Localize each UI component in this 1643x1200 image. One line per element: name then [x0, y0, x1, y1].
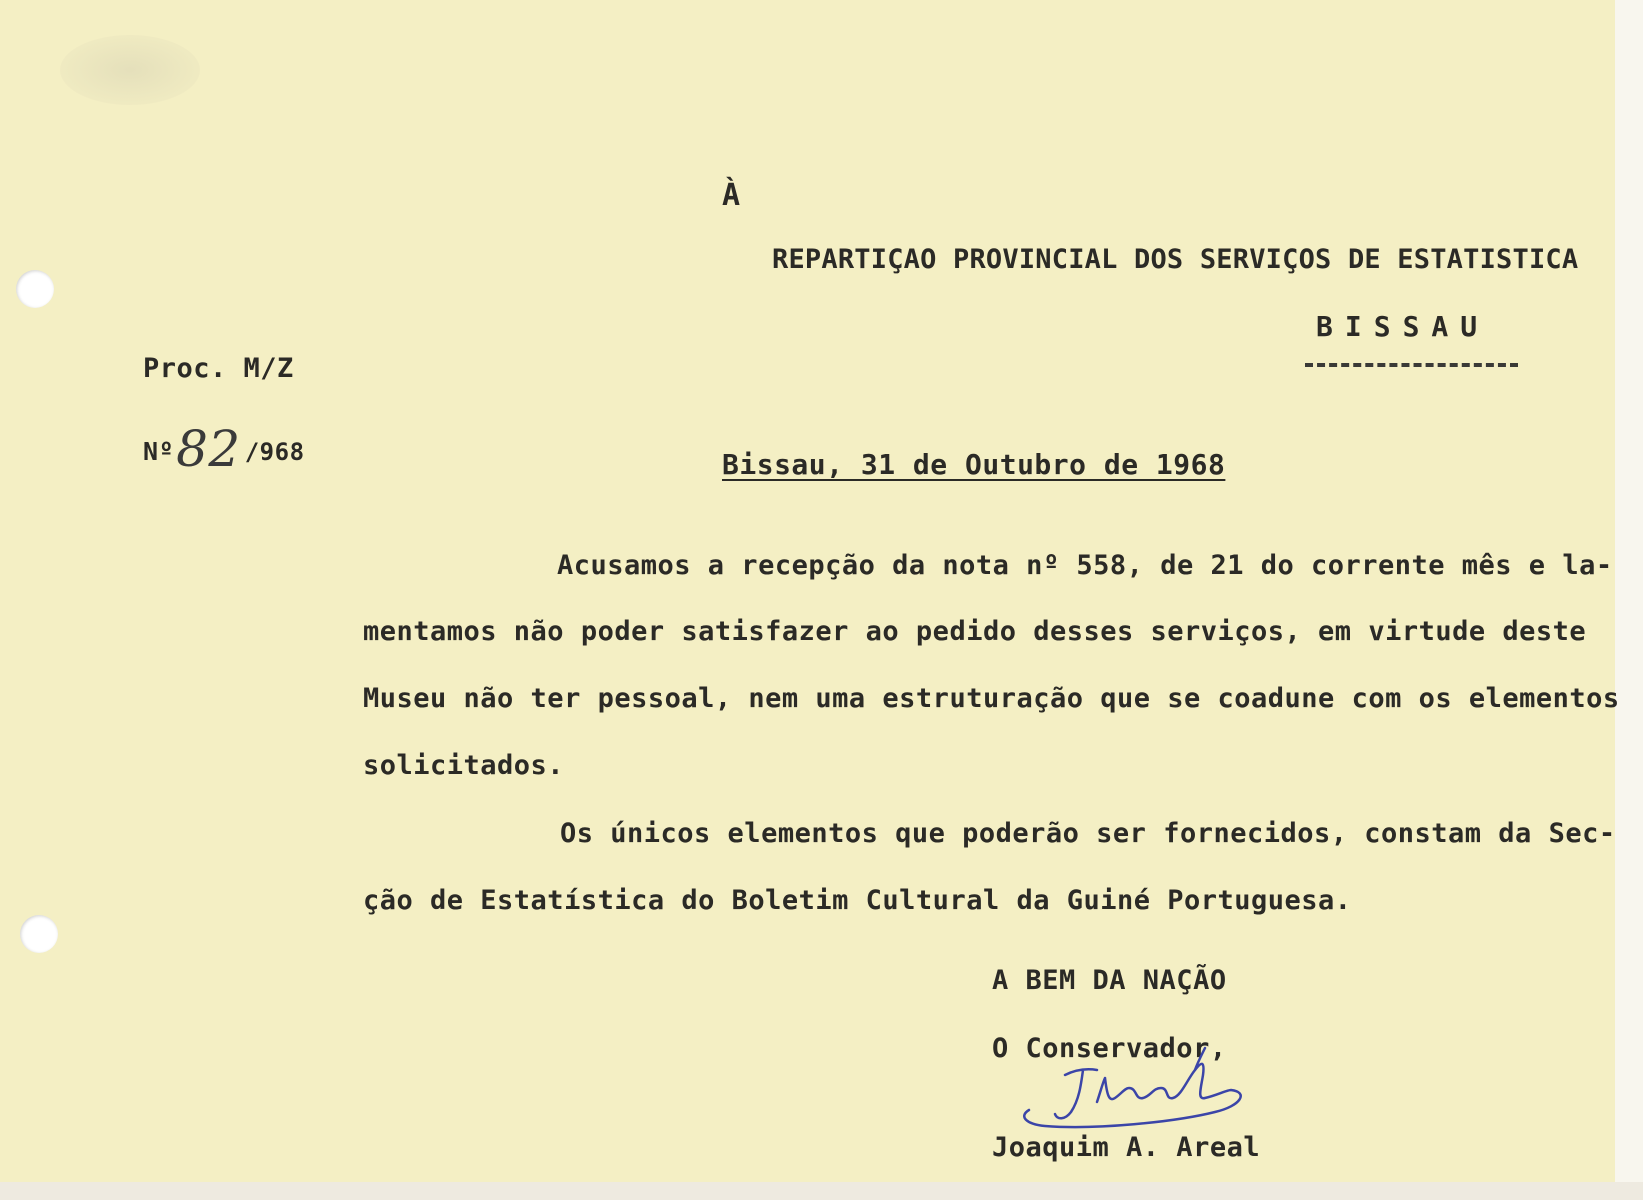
- city-underline: [1305, 363, 1518, 367]
- paper-stain: [60, 35, 200, 105]
- page-edge: [0, 1182, 1643, 1200]
- signatory-role: O Conservador,: [992, 1033, 1227, 1064]
- punch-hole: [16, 270, 54, 308]
- body-line: Os únicos elementos que poderão ser fornecidos, constam da Sec-: [560, 818, 1616, 849]
- body-line: ção de Estatística do Boletim Cultural da Guiné Portuguesa.: [363, 885, 1352, 916]
- handwritten-number: 82: [176, 420, 241, 478]
- body-line: Museu não ter pessoal, nem uma estruturação que se coadune com os elementos: [363, 683, 1620, 714]
- letter-date: Bissau, 31 de Outubro de 1968: [722, 448, 1226, 481]
- closing-salutation: A BEM DA NAÇÃO: [992, 965, 1227, 996]
- addressee-city: BISSAU: [1316, 310, 1490, 343]
- body-line: solicitados.: [363, 750, 565, 781]
- punch-hole: [20, 915, 58, 953]
- reference-year: /968: [244, 438, 305, 466]
- signatory-name: Joaquim A. Areal: [992, 1132, 1261, 1163]
- body-line: mentamos não poder satisfazer ao pedido desses serviços, em virtude deste: [363, 616, 1587, 647]
- addressee-name: REPARTIÇAO PROVINCIAL DOS SERVIÇOS DE ESTATISTICA: [772, 244, 1579, 275]
- reference-number: [143, 414, 305, 478]
- addressee-prefix: À: [722, 178, 741, 213]
- page-edge: [1615, 0, 1643, 1200]
- reference-label: Proc. M/Z: [143, 353, 294, 384]
- body-line: Acusamos a recepção da nota nº 558, de 21 do corrente mês e la-: [557, 550, 1613, 581]
- reference-prefix: Nº: [143, 437, 175, 466]
